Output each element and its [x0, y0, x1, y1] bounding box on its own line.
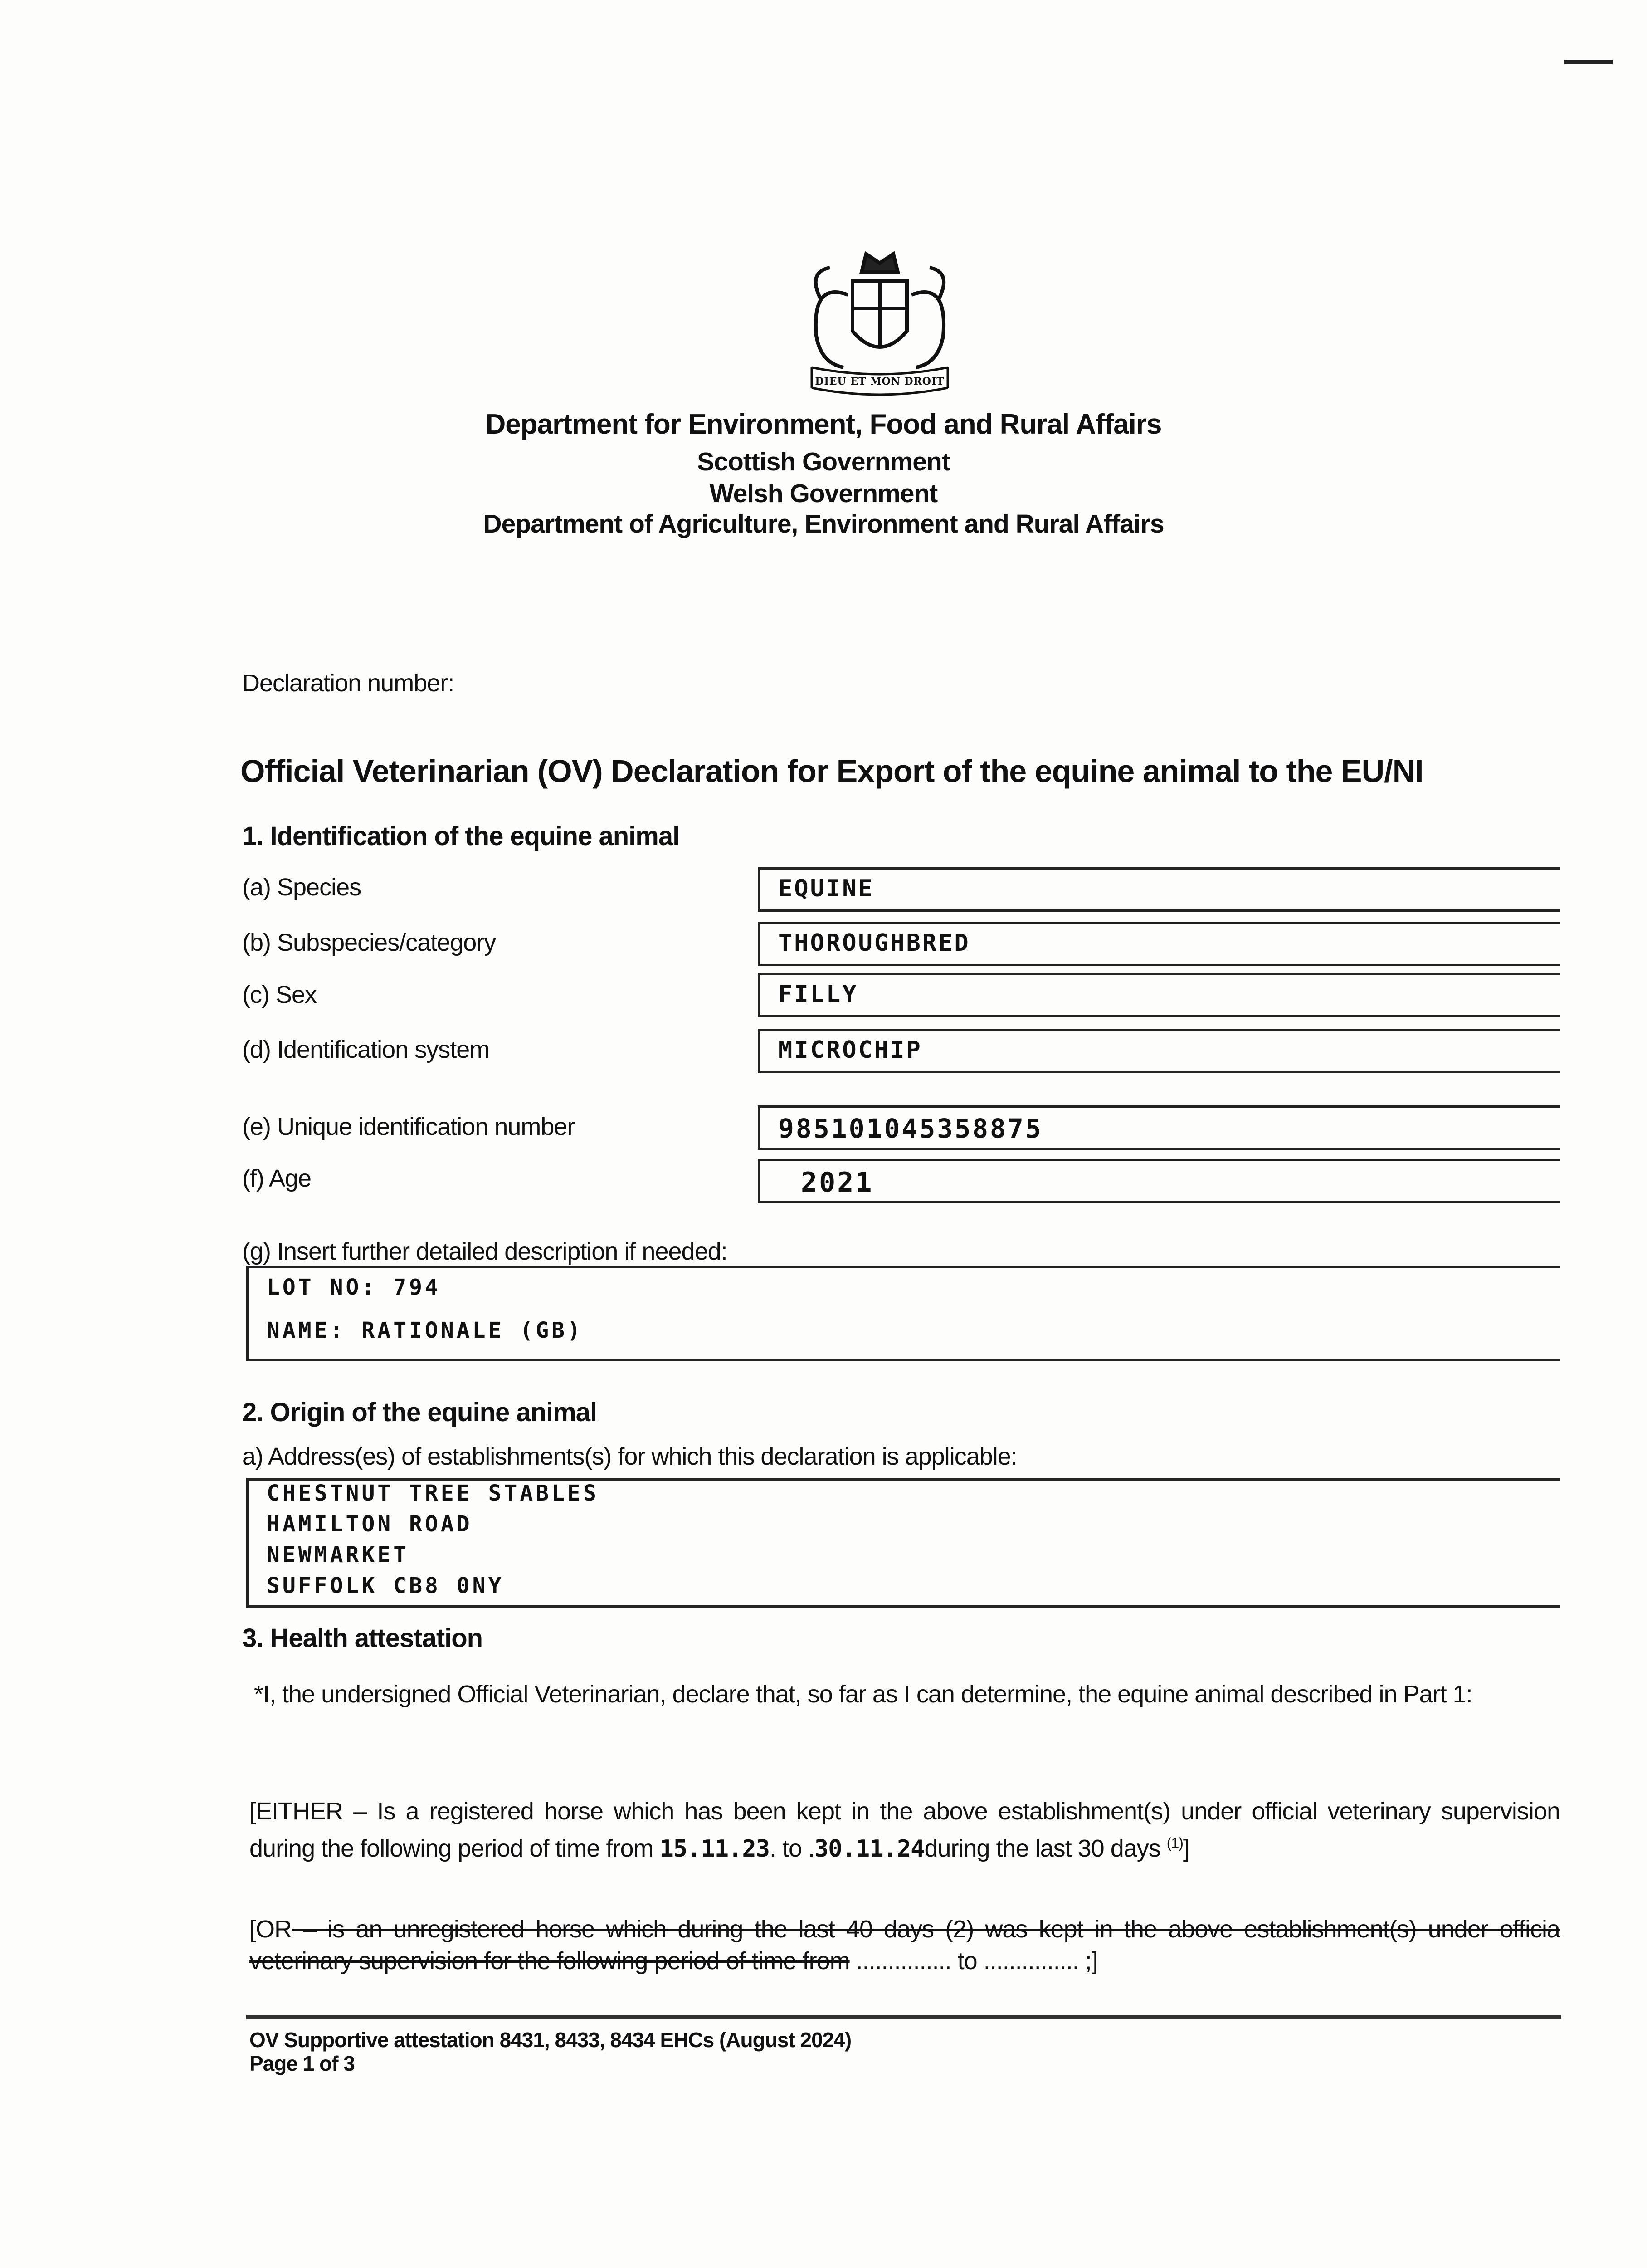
subspecies-value: THOROUGHBRED	[778, 929, 970, 957]
horse-name: NAME: RATIONALE (GB)	[267, 1318, 583, 1343]
uid-label: (e) Unique identification number	[242, 1113, 575, 1140]
age-field	[758, 1159, 1560, 1203]
address-field	[246, 1478, 1560, 1608]
footer-divider	[246, 2015, 1561, 2019]
age-label: (f) Age	[242, 1165, 312, 1192]
subspecies-label: (b) Subspecies/category	[242, 929, 496, 956]
section1-heading: 1. Identification of the equine animal	[242, 821, 680, 851]
header-scottish-gov: Scottish Government	[697, 447, 950, 476]
uid-field	[758, 1105, 1560, 1150]
header-defra: Department for Environment, Food and Rural Affairs	[485, 409, 1162, 440]
id-system-value: MICROCHIP	[778, 1036, 922, 1064]
id-system-field	[758, 1029, 1560, 1073]
either-from-date: 15.11.23	[659, 1835, 770, 1862]
or-end: ............... to ............... ;]	[849, 1947, 1098, 1975]
lot-number: LOT NO: 794	[267, 1275, 441, 1300]
either-to-word: . to .	[769, 1835, 814, 1862]
sex-field	[758, 973, 1560, 1017]
attestation-either	[249, 1795, 1560, 1865]
either-bracket: ]	[1183, 1835, 1189, 1862]
footer-attestation: OV Supportive attestation 8431, 8433, 8434 EHCs (August 2024)	[249, 2028, 852, 2052]
sex-value: FILLY	[778, 981, 858, 1008]
address-line-1: CHESTNUT TREE STABLES	[267, 1481, 599, 1506]
address-line-3: NEWMARKET	[267, 1542, 409, 1568]
either-text: [EITHER – Is a registered horse which has been kept in the above establishment(s) under official veterinary supervision during the following period of time from	[249, 1798, 1560, 1862]
sex-label: (c) Sex	[242, 981, 317, 1008]
age-value: 2021	[801, 1167, 874, 1198]
address-line-4: SUFFOLK CB8 0NY	[267, 1573, 504, 1598]
attestation-or	[249, 1913, 1560, 1977]
header-daera: Department of Agriculture, Environment and Rural Affairs	[483, 509, 1164, 538]
either-to-date: 30.11.24	[814, 1835, 925, 1862]
subspecies-field	[758, 922, 1560, 966]
header-welsh-gov: Welsh Government	[709, 479, 938, 508]
species-value: EQUINE	[778, 875, 874, 902]
document-title: Official Veterinarian (OV) Declaration for Export of the equine animal to the EU/NI	[240, 753, 1423, 789]
scan-mark	[1564, 60, 1613, 64]
species-label: (a) Species	[242, 874, 361, 901]
species-field	[758, 867, 1560, 912]
section3-heading: 3. Health attestation	[242, 1623, 483, 1653]
declaration-number-label: Declaration number:	[242, 670, 454, 697]
or-prefix: [OR	[249, 1916, 292, 1943]
id-system-label: (d) Identification system	[242, 1036, 490, 1063]
footnote-ref: (1)	[1166, 1835, 1183, 1851]
address-label: a) Address(es) of establishments(s) for which this declaration is applicable:	[242, 1443, 1017, 1470]
either-text-end: during the last 30 days	[924, 1835, 1167, 1862]
further-description-field	[246, 1266, 1560, 1361]
crest-motto: DIEU ET MON DROIT	[815, 376, 945, 387]
further-description-label: (g) Insert further detailed description if needed:	[242, 1238, 727, 1265]
or-struck-text: – is an unregistered horse which during the last 40 days (2) was kept in the above establishment(s) under officia veterinary supervision for the following period of time from	[249, 1916, 1560, 1975]
uid-value: 985101045358875	[778, 1113, 1043, 1144]
section2-heading: 2. Origin of the equine animal	[242, 1398, 597, 1427]
attestation-intro: *I, the undersigned Official Veterinarian, declare that, so far as I can determine, the equine animal described in Part 1:	[254, 1681, 1472, 1708]
address-line-2: HAMILTON ROAD	[267, 1511, 473, 1537]
footer-page-number: Page 1 of 3	[249, 2052, 355, 2075]
